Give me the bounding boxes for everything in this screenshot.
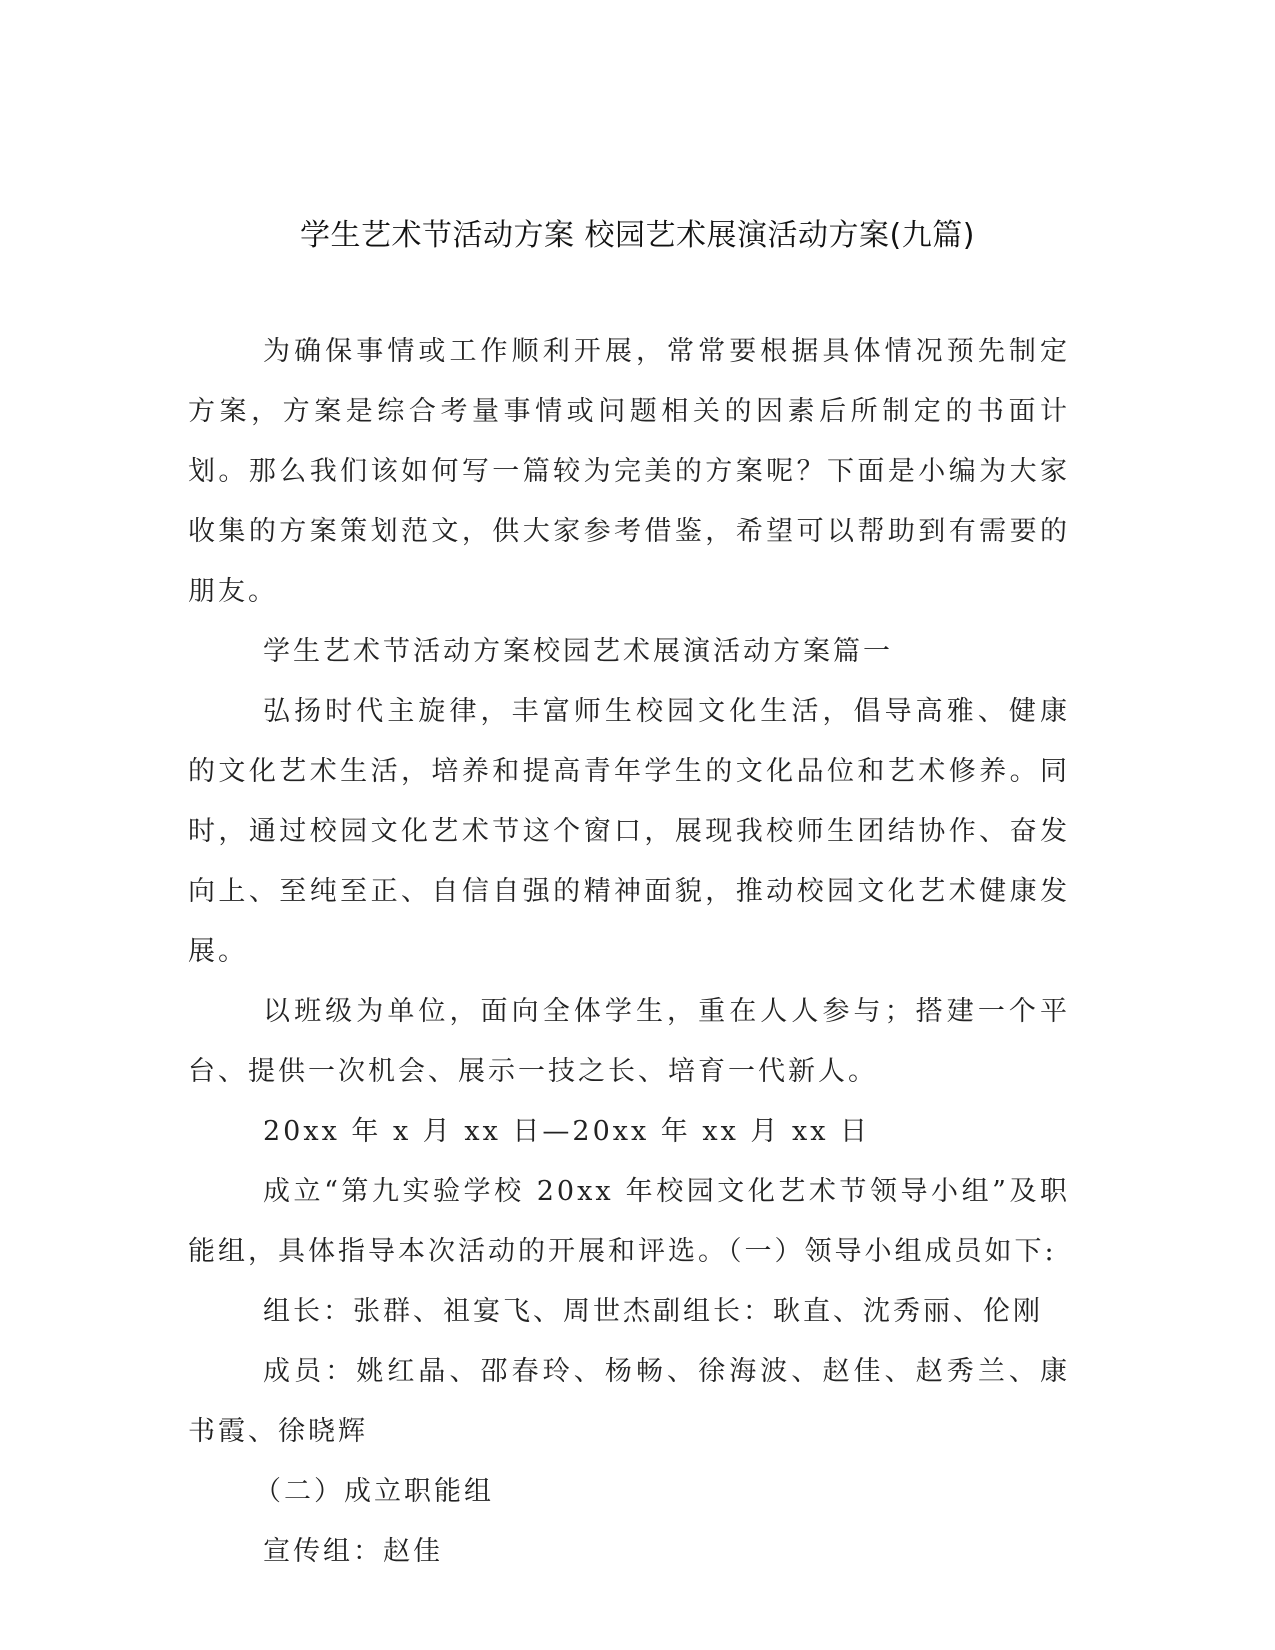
paragraph-purpose: 弘扬时代主旋律，丰富师生校园文化生活，倡导高雅、健康的文化艺术生活，培养和提高青年学生的文化品位和艺术修养。同时，通过校园文化艺术节这个窗口，展现我校师生团结协作、奋发向上、至纯至正、自信自强的精神面貌，推动校园文化艺术健康发展。	[188, 696, 1070, 967]
paragraph-intro: 为确保事情或工作顺利开展，常常要根据具体情况预先制定方案，方案是综合考量事情或问题相关的因素后所制定的书面计划。那么我们该如何写一篇较为完美的方案呢？下面是小编为大家收集的方案策划范文，供大家参考借鉴，希望可以帮助到有需要的朋友。	[188, 336, 1070, 607]
paragraph-principle: 以班级为单位，面向全体学生，重在人人参与；搭建一个平台、提供一次机会、展示一技之长、培育一代新人。	[188, 996, 1070, 1087]
paragraph-organization: 成立“第九实验学校 20xx 年校园文化艺术节领导小组”及职能组，具体指导本次活动的开展和评选。（一）领导小组成员如下:	[188, 1176, 1070, 1267]
paragraph-leaders: 组长：张群、祖宴飞、周世杰副组长：耿直、沈秀丽、伦刚	[263, 1296, 1043, 1327]
document-title: 学生艺术节活动方案 校园艺术展演活动方案(九篇)	[300, 218, 975, 253]
document-body	[188, 322, 1070, 1582]
paragraph-section-heading: 学生艺术节活动方案校园艺术展演活动方案篇一	[263, 636, 893, 667]
paragraph-function-groups: （二）成立职能组	[254, 1476, 494, 1507]
paragraph-date-range: 20xx 年 x 月 xx 日—20xx 年 xx 月 xx 日	[263, 1116, 871, 1147]
paragraph-members: 成员：姚红晶、邵春玲、杨畅、徐海波、赵佳、赵秀兰、康书霞、徐晓辉	[188, 1356, 1070, 1447]
paragraph-publicity-group: 宣传组：赵佳	[263, 1536, 443, 1567]
